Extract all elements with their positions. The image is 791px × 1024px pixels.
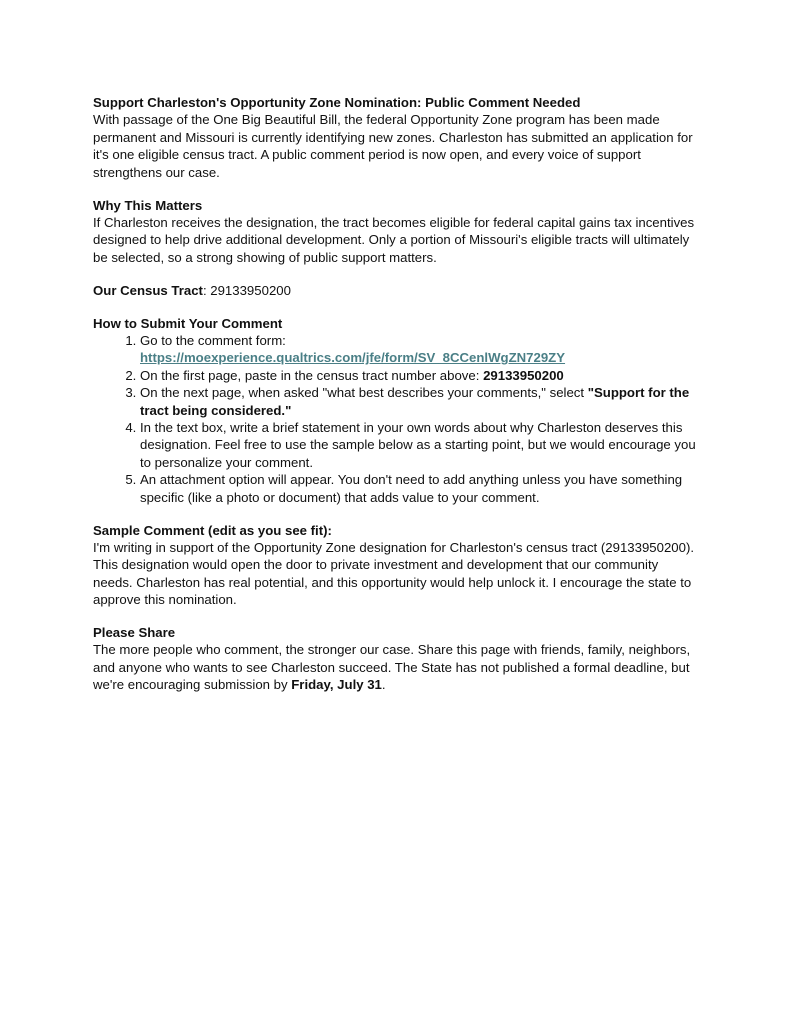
tract-section	[93, 282, 699, 299]
step-3	[140, 384, 699, 419]
step-5-text: An attachment option will appear. You don't need to add anything unless you have something specific (like a photo or document) that adds value to your comment.	[140, 472, 683, 505]
why-body: If Charleston receives the designation, the tract becomes eligible for federal capital gains tax incentives designed to help drive additional development. Only a portion of Missouri's eligible tracts will ultimately be selected, so a strong showing of public support matters.	[93, 214, 695, 265]
why-heading: Why This Matters	[93, 197, 203, 213]
tract-line	[93, 282, 699, 299]
share-heading: Please Share	[93, 625, 176, 641]
share-section	[93, 624, 699, 694]
step-3-text: On the next page, when asked "what best describes your comments," select	[140, 385, 588, 401]
sample-body: I'm writing in support of the Opportunity Zone designation for Charleston's census tract (29133950200). This designation would open the door to private investment and development that our community needs. Charleston has real potential, and this opportunity would help unlock it. I encourage the state to approve this nomination.	[93, 539, 695, 608]
why-section	[93, 197, 699, 267]
share-text: The more people who comment, the stronger our case. Share this page with friends, family, neighbors, and anyone who wants to see Charleston succeed. The State has not published a formal deadline, but we're encouraging submission by	[93, 642, 691, 693]
intro-body: With passage of the One Big Beautiful Bill, the federal Opportunity Zone program has been made permanent and Missouri is currently identifying new zones. Charleston has submitted an application for it's one eligible census tract. A public comment period is now open, and every voice of support strengthens our case.	[93, 112, 693, 180]
step-4	[140, 419, 699, 471]
intro-heading: Support Charleston's Opportunity Zone Nomination: Public Comment Needed	[93, 95, 581, 110]
sample-heading: Sample Comment (edit as you see fit):	[93, 522, 332, 538]
step-1	[140, 332, 699, 367]
steps-list	[93, 332, 699, 506]
comment-form-link[interactable]: https://moexperience.qualtrics.com/jfe/form/SV_8CCenlWgZN729ZY	[140, 350, 566, 366]
how-section	[93, 315, 699, 506]
step-2	[140, 367, 699, 384]
step-5	[140, 471, 699, 506]
how-heading: How to Submit Your Comment	[93, 315, 283, 331]
share-deadline: Friday, July 31	[291, 677, 382, 693]
tract-label: Our Census Tract	[93, 282, 203, 298]
share-end: .	[381, 677, 386, 693]
sample-section	[93, 522, 699, 609]
tract-separator: :	[202, 282, 211, 298]
share-body	[93, 641, 699, 693]
tract-number: 29133950200	[210, 282, 291, 298]
intro-section	[93, 94, 699, 181]
step-4-text: In the text box, write a brief statement in your own words about why Charleston deserves this designation. Feel free to use the sample below as a starting point, but we would encourage you to personalize your comment.	[140, 420, 696, 470]
step-3-support-option: "Support for the tract being considered."	[140, 385, 690, 418]
step-1-text: Go to the comment form:	[140, 332, 286, 348]
step-2-text: On the first page, paste in the census tract number above:	[140, 367, 484, 383]
step-2-tract-number: 29133950200	[483, 367, 564, 383]
